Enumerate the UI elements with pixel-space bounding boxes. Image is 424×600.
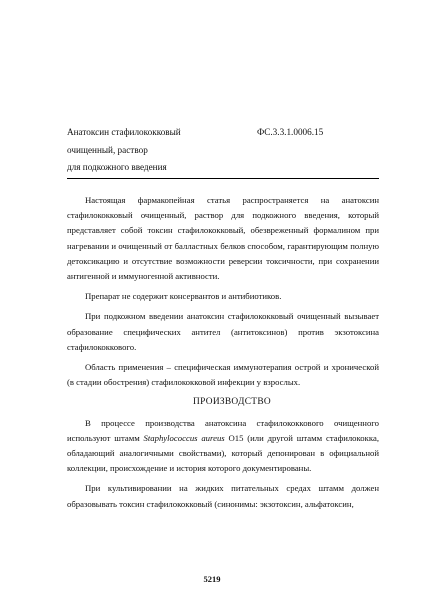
title-line-3: для подкожного введения bbox=[67, 162, 167, 172]
organism-name: Staphylococcus aureus bbox=[143, 432, 225, 443]
paragraph-effect: При подкожном введении анатоксин стафилококковый очищенный вызывает образование специфических антител (антитоксинов) против экзотоксина стафилококкового. bbox=[67, 311, 379, 352]
title-line-2: очищенный, раствор bbox=[67, 144, 148, 155]
strain-text-before: В процессе производства анатоксина стафилококкового очищенного используют штамм bbox=[67, 417, 379, 443]
paragraph-cultivation: При культивировании на жидких питательных средах штамм должен образовывать токсин стафилококковый (синонимы: экзотоксин, альфатоксин, bbox=[67, 483, 379, 509]
paragraph-preservatives: Препарат не содержит консервантов и антибиотиков. bbox=[85, 291, 282, 302]
monograph-code: ФС.3.3.1.0006.15 bbox=[257, 127, 324, 137]
page-number: 5219 bbox=[203, 574, 221, 584]
monograph-title bbox=[67, 124, 257, 177]
section-heading-production: ПРОИЗВОДСТВО bbox=[193, 397, 271, 408]
paragraph-application: Область применения – специфическая иммунотерапия острой и хронической (в стадии обострения) стафилококковой инфекции у взрослых. bbox=[67, 362, 379, 388]
document-body bbox=[67, 193, 379, 517]
paragraph-scope: Настоящая фармакопейная статья распространяется на анатоксин стафилококковый очищенный, раствор для подкожного введения, который представляет собой токсин стафилококковый, обезвреженный формалином при нагревании и очищенный от балластных белков способом, гарантирующим полную детоксикацию и отсутствие возможности реверсии токсичности, при сохранении антигенной и иммуногенной активности. bbox=[67, 195, 379, 282]
monograph-header bbox=[67, 124, 379, 179]
paragraph-production-strain bbox=[67, 416, 379, 477]
strain-text-after: О15 (или другой штамм стафилококка, обладающий аналогичными свойствами), который депонирован в официальной коллекции, происхождение и история которого документированы. bbox=[67, 432, 379, 474]
title-line-1: Анатоксин стафилококковый bbox=[67, 127, 181, 137]
